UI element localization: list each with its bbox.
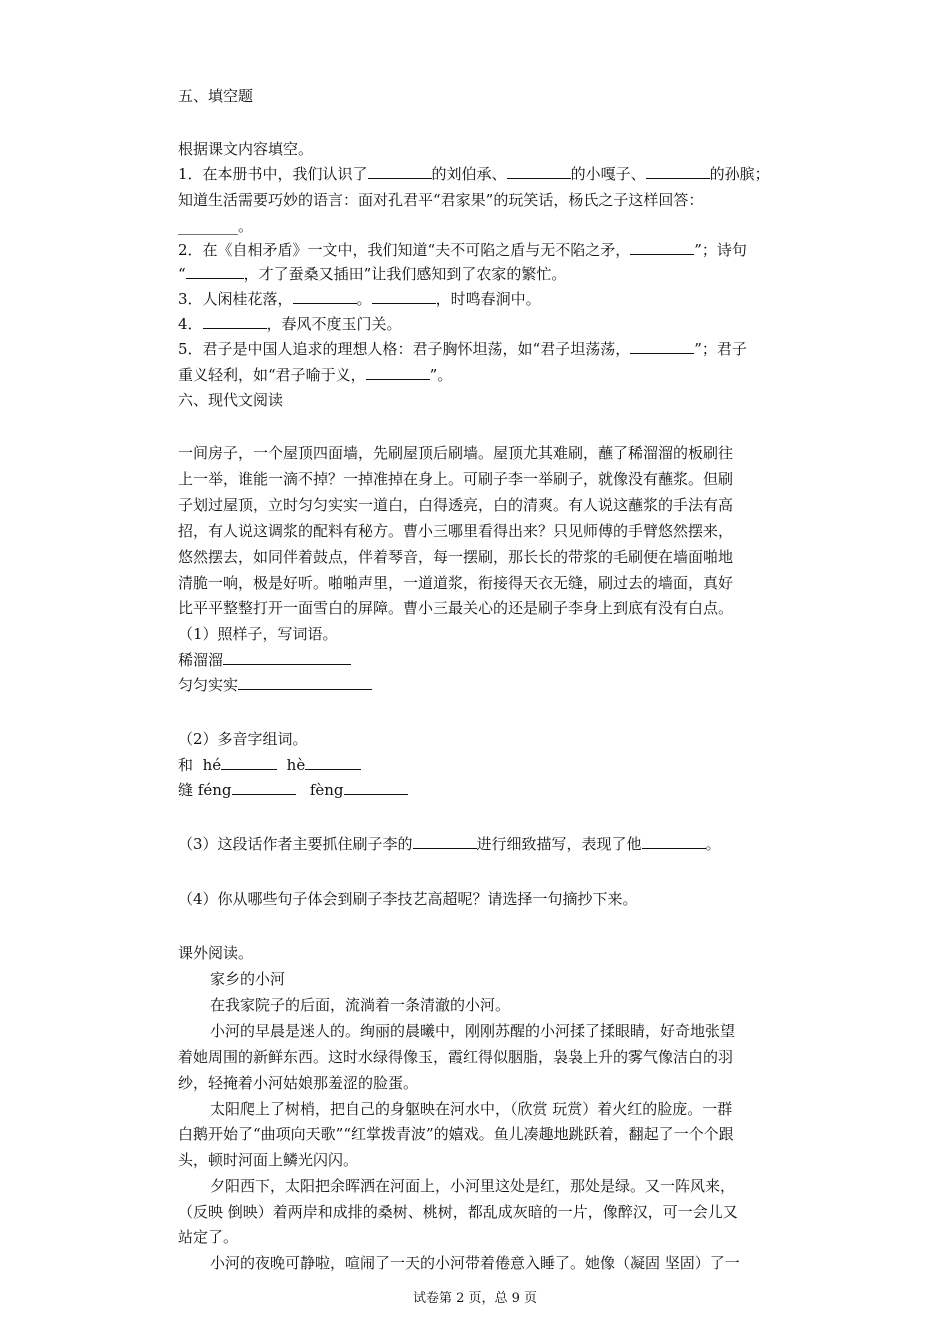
answer-blank: [368, 164, 432, 179]
question-5-2-line-2: “ ，才了蚕桑又插田”让我们感知到了农家的繁忙。: [178, 265, 567, 283]
page-footer: 试卷第 2 页，总 9 页: [412, 1291, 538, 1306]
passage-line: 清脆一响，极是好听。啪啪声里，一道道浆，衔接得天衣无缝，刷过去的墙面，真好: [178, 574, 734, 592]
answer-blank: [221, 755, 277, 770]
article-line: 纱，轻掩着小河姑娘那羞涩的脸蛋。: [178, 1074, 419, 1092]
article-line: 站定了。: [178, 1228, 239, 1246]
answer-blank: [646, 164, 710, 179]
answer-blank: [507, 164, 571, 179]
passage-line: 比平平整整打开一面雪白的屏障。曹小三最关心的还是刷子李身上到底有没有白点。: [178, 599, 734, 617]
article-line: 小河的早晨是迷人的。绚丽的晨曦中，刚刚苏醒的小河揉了揉眼睛，好奇地张望: [210, 1022, 736, 1040]
answer-blank: [366, 365, 430, 380]
answer-blank: [238, 675, 372, 690]
passage-line: 招，有人说这调浆的配料有秘方。曹小三哪里看得出来？只见师傅的手臂悠然摆来，: [178, 522, 734, 540]
passage-line: 子划过屋顶，立时匀匀实实一道白，白得透亮，白的清爽。有人说这蘸浆的手法有高: [178, 496, 734, 514]
article-line: 太阳爬上了树梢，把自己的身躯映在河水中，（欣赏 玩赏）着火红的脸庞。一群: [210, 1100, 733, 1118]
answer-blank: [630, 240, 694, 255]
question-6-4: （4）你从哪些句子体会到刷子李技艺高超呢？请选择一句摘抄下来。: [178, 890, 638, 908]
passage-line: 一间房子，一个屋顶四面墙，先刷屋顶后刷墙。屋顶尤其难刷，蘸了稀溜溜的板刷往: [178, 444, 734, 462]
question-6-1-word-2: 匀匀实实: [178, 675, 372, 695]
article-line: 小河的夜晚可静啦，喧闹了一天的小河带着倦意入睡了。她像（凝固 坚固）了一: [210, 1254, 740, 1272]
question-5-1-line-2: 知道生活需要巧妙的语言：面对孔君平“君家果”的玩笑话，杨氏之子这样回答：: [178, 191, 704, 209]
section-6-title: 六、现代文阅读: [178, 391, 284, 409]
section-7-intro: 课外阅读。: [178, 944, 254, 962]
question-6-2-line-1: 和 hé hè: [178, 755, 361, 775]
question-5-5-line-1: 5．君子是中国人追求的理想人格：君子胸怀坦荡，如“君子坦荡荡， ”；君子: [178, 340, 747, 358]
answer-blank: [630, 339, 694, 354]
article-line: 在我家院子的后面，流淌着一条清澈的小河。: [210, 996, 511, 1014]
answer-blank: [372, 289, 436, 304]
article-line: 着她周围的新鲜东西。这时水绿得像玉，霞红得似胭脂，袅袅上升的雾气像洁白的羽: [178, 1048, 734, 1066]
answer-blank: [305, 755, 361, 770]
question-6-2-line-2: 缝 féng fèng: [178, 780, 408, 800]
answer-blank: [203, 314, 267, 329]
question-5-1-line-1: 1．在本册书中，我们认识了 的刘伯承、 的小嘎子、 的孙膑；: [178, 165, 770, 183]
question-5-3: 3．人闲桂花落， 。 ，时鸣春涧中。: [178, 290, 541, 308]
answer-blank: [642, 834, 706, 849]
article-line: 头，顿时河面上鳞光闪闪。: [178, 1151, 359, 1169]
article-title: 家乡的小河: [210, 970, 286, 988]
answer-blank: [413, 834, 477, 849]
question-5-5-line-2: 重义轻利，如“君子喻于义， ”。: [178, 366, 453, 384]
answer-blank: [232, 780, 296, 795]
answer-blank: [186, 264, 244, 279]
section-5-intro: 根据课文内容填空。: [178, 140, 314, 158]
question-6-3: （3）这段话作者主要抓住刷子李的 进行细致描写，表现了他 。: [178, 835, 721, 853]
article-line: （反映 倒映）着两岸和成排的桑树、桃树，都乱成灰暗的一片，像醉汉，可一会儿又: [178, 1203, 738, 1221]
question-5-1-line-3: ________。: [178, 217, 254, 235]
passage-line: 悠然摆去，如同伴着鼓点，伴着琴音，每一摆刷，那长长的带浆的毛刷便在墙面啪地: [178, 548, 734, 566]
question-6-1-title: （1）照样子，写词语。: [178, 625, 338, 643]
question-6-1-word-1: 稀溜溜: [178, 650, 351, 670]
passage-line: 上一举，谁能一滴不掉？一掉准掉在身上。可刷子李一举刷子，就像没有蘸浆。但刷: [178, 470, 734, 488]
answer-blank: [223, 650, 351, 665]
section-5-title: 五、填空题: [178, 87, 254, 105]
answer-blank: [293, 289, 357, 304]
question-6-2-title: （2）多音字组词。: [178, 730, 308, 748]
question-5-2-line-1: 2．在《自相矛盾》一文中，我们知道“夫不可陷之盾与无不陷之矛， ”；诗句: [178, 241, 747, 259]
article-line: 白鹅开始了“曲项向天歌”“红掌拨青波”的嬉戏。鱼儿凑趣地跳跃着，翻起了一个个跟: [178, 1125, 734, 1143]
answer-blank: [344, 780, 408, 795]
article-line: 夕阳西下，太阳把余晖洒在河面上，小河里这处是红，那处是绿。又一阵风来，: [210, 1177, 736, 1195]
question-5-4: 4． ，春风不度玉门关。: [178, 315, 402, 333]
